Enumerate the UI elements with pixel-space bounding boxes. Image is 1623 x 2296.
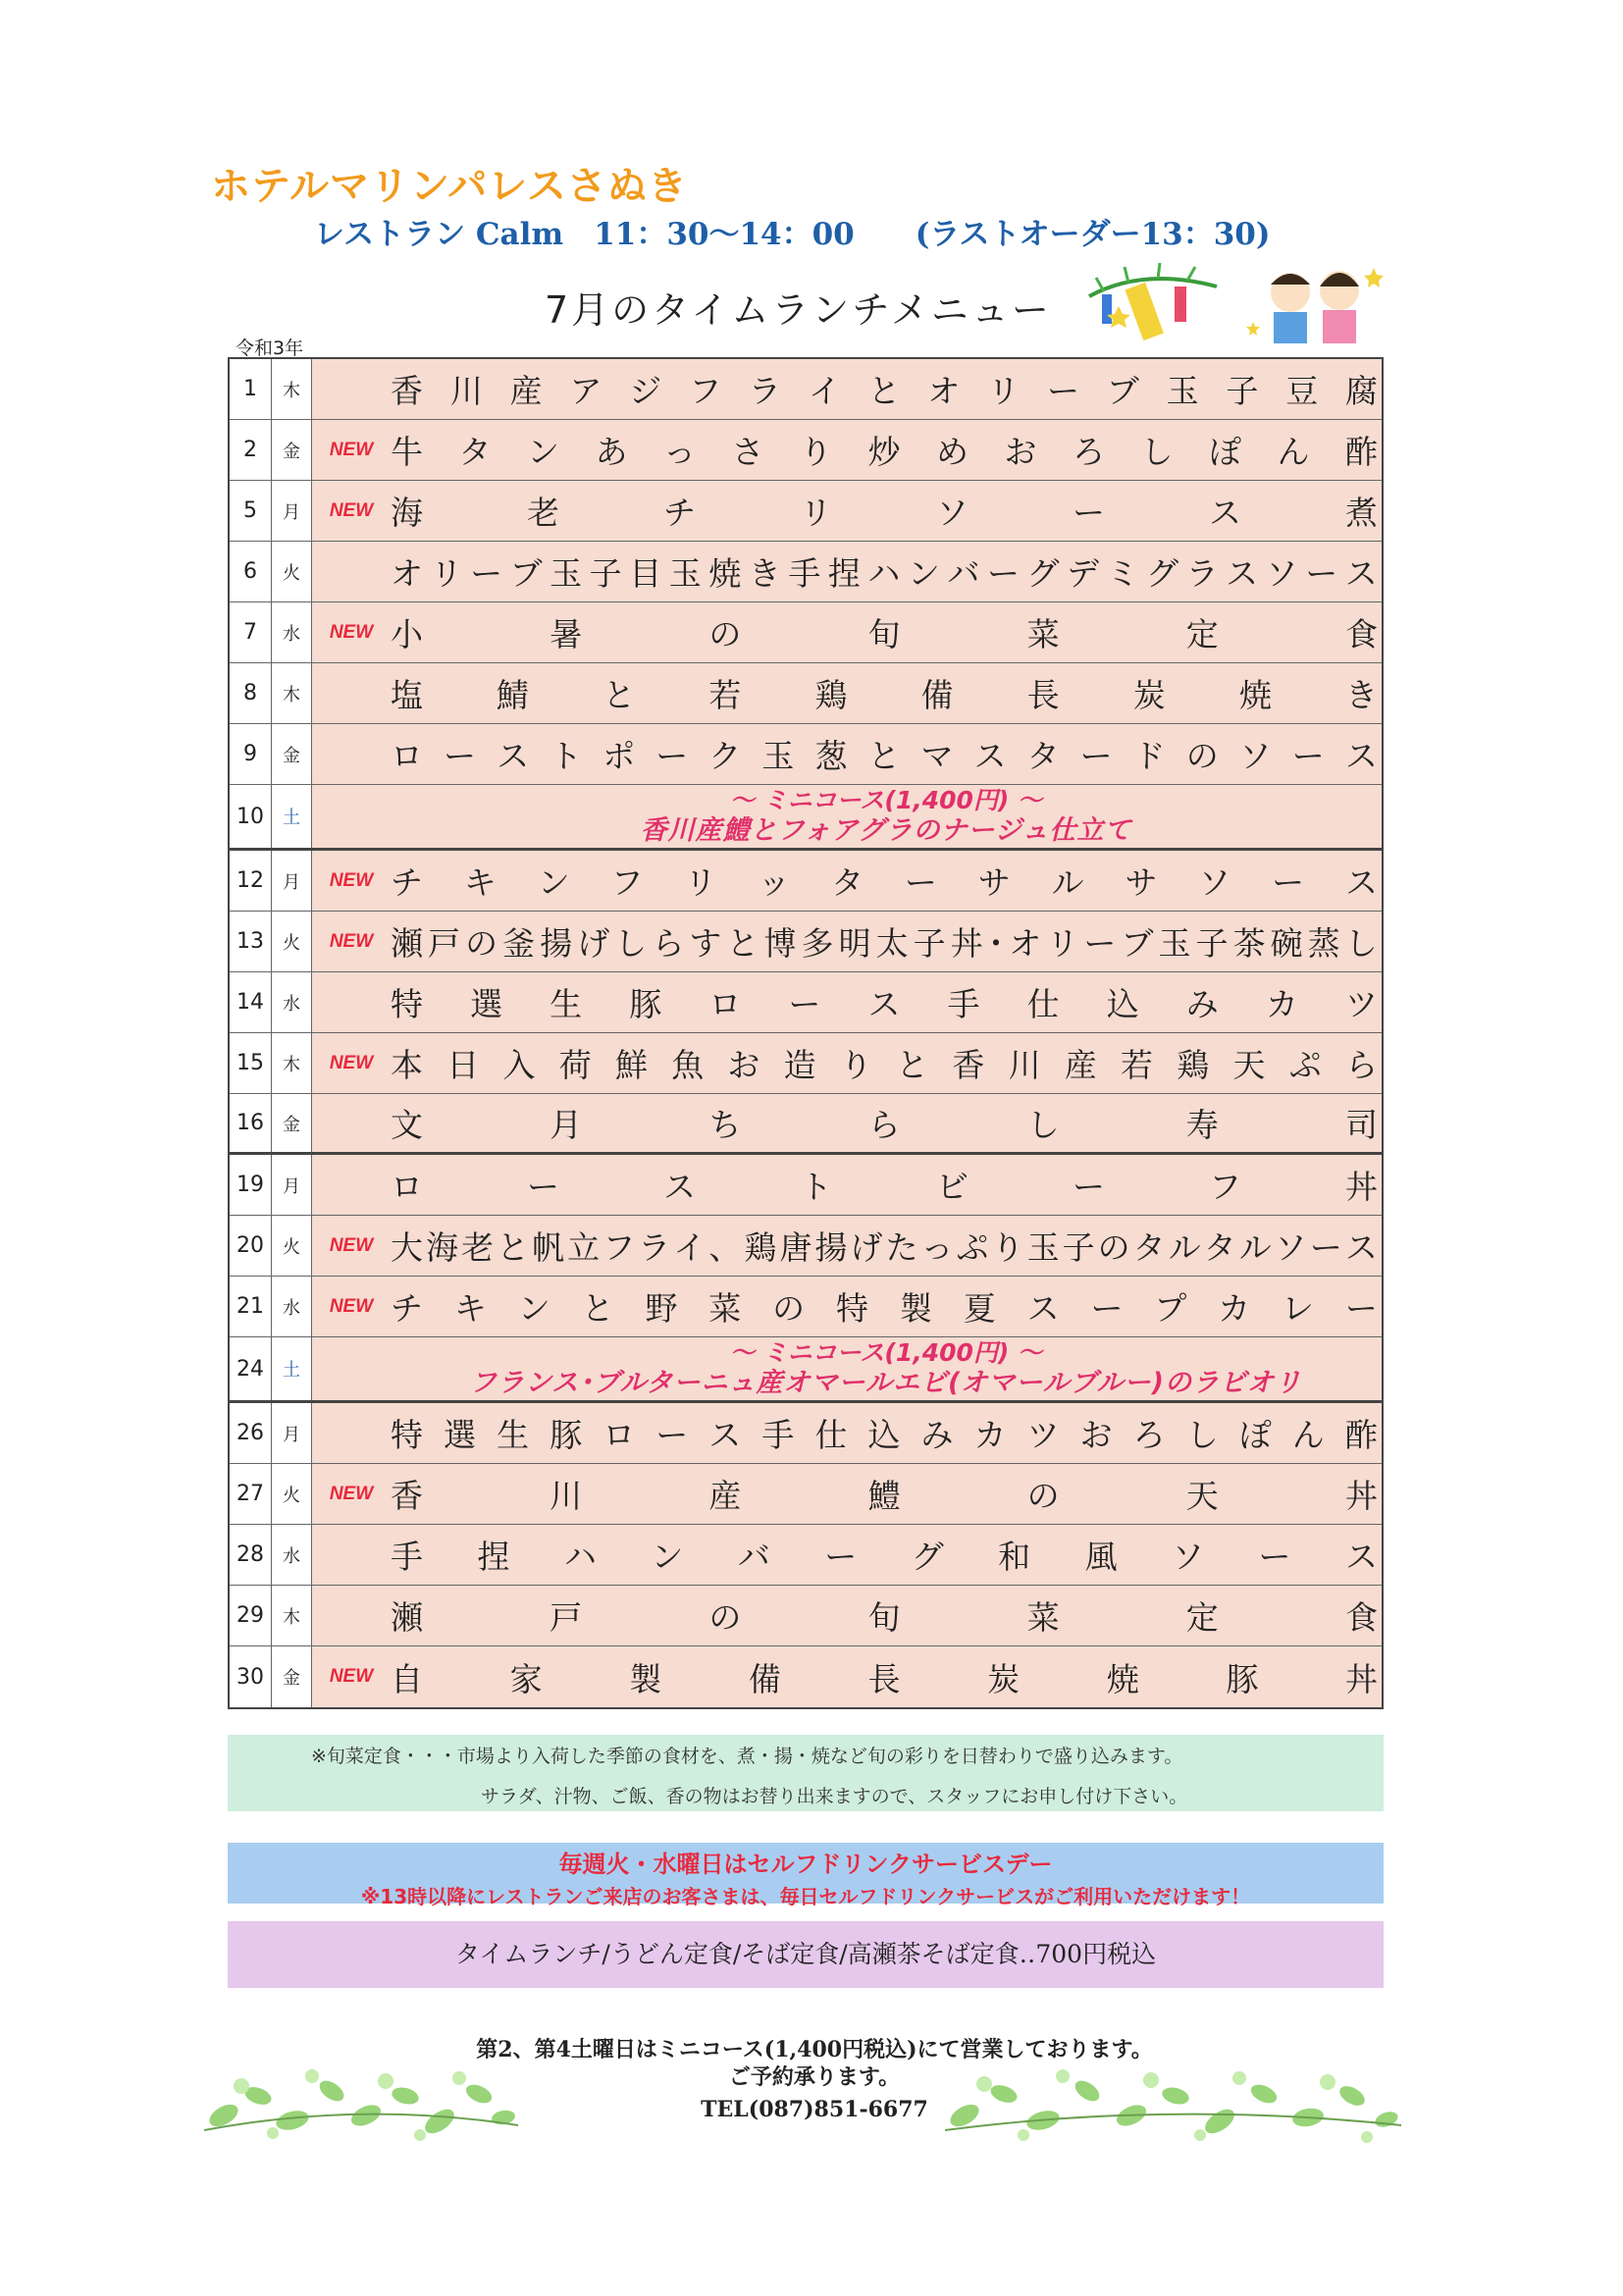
new-badge	[312, 1525, 391, 1585]
menu-dish	[391, 1216, 1382, 1276]
menu-weekday: 土	[272, 785, 312, 848]
menu-dish	[391, 1525, 1382, 1585]
new-badge: NEW	[329, 621, 374, 643]
menu-dish	[391, 1277, 1382, 1336]
menu-day: 29	[230, 1586, 272, 1645]
menu-dish-text: 海 老 チ リ ソ ー ス 煮	[391, 494, 1378, 532]
new-badge: NEW	[329, 499, 374, 521]
menu-day: 13	[230, 912, 272, 971]
menu-day: 7	[230, 602, 272, 662]
new-badge	[312, 785, 391, 848]
menu-dish-text: チ キ ン と 野 菜 の 特 製 夏 ス ー プ カ レ ー	[391, 1289, 1378, 1328]
menu-dish	[391, 912, 1382, 971]
menu-dish	[391, 602, 1382, 662]
menu-row	[230, 785, 1382, 851]
menu-dish-text: ロ ー ス ト ポ ー ク 玉 葱 と マ ス タ ー ド の ソ ー ス	[391, 737, 1378, 775]
menu-weekday: 月	[272, 481, 312, 541]
new-badge	[312, 1403, 391, 1463]
shunsai-note-line1: ※旬菜定食・・・市場より入荷した季節の食材を、煮・揚・焼など旬の彩りを日替わりで盛り込みます。	[311, 1746, 1183, 1767]
new-badge	[312, 542, 391, 601]
menu-dish	[391, 1646, 1382, 1707]
menu-dish-text: ロ ー ス ト ビ ー フ 丼	[391, 1168, 1378, 1206]
menu-row	[230, 1094, 1382, 1155]
lunch-menu-table	[228, 357, 1384, 1709]
menu-day: 12	[230, 851, 272, 911]
menu-weekday: 土	[272, 1337, 312, 1400]
menu-dish-text: 手 捏 ハ ン バ ー グ 和 風 ソ ー ス	[391, 1538, 1378, 1576]
mini-course-dish: 香川産鱧とフォアグラのナージュ仕立て	[640, 814, 1132, 846]
menu-dish-text: チ キ ン フ リ ッ タ ー サ ル サ ソ ー ス	[391, 863, 1378, 902]
menu-row	[230, 972, 1382, 1033]
menu-dish	[391, 481, 1382, 541]
new-badge: NEW	[329, 869, 374, 891]
menu-row	[230, 851, 1382, 912]
new-badge: NEW	[329, 1052, 374, 1073]
menu-day: 6	[230, 542, 272, 601]
menu-dish	[391, 1155, 1382, 1215]
menu-dish	[391, 724, 1382, 784]
menu-dish-text: 塩 鯖 と 若 鶏 備 長 炭 焼 き	[391, 676, 1378, 714]
menu-row	[230, 359, 1382, 420]
menu-weekday: 木	[272, 1586, 312, 1645]
new-badge: NEW	[329, 1234, 374, 1256]
menu-day: 1	[230, 359, 272, 419]
menu-day: 10	[230, 785, 272, 848]
menu-dish	[391, 1586, 1382, 1645]
menu-dish	[391, 1033, 1382, 1093]
menu-dish-text: 特 選 生 豚 ロ ー ス 手 仕 込 み カ ツ	[391, 985, 1378, 1023]
menu-weekday: 木	[272, 663, 312, 723]
menu-day: 30	[230, 1646, 272, 1707]
menu-weekday: 水	[272, 1277, 312, 1336]
tanabata-bamboo-icon	[1084, 257, 1222, 345]
menu-row	[230, 1155, 1382, 1216]
menu-weekday: 火	[272, 1216, 312, 1276]
menu-weekday: 金	[272, 420, 312, 480]
mini-course-label: ～ ミニコース(1,400円) ～	[729, 1338, 1043, 1368]
new-badge	[312, 1155, 391, 1215]
menu-row	[230, 1525, 1382, 1586]
menu-day: 27	[230, 1464, 272, 1524]
menu-row	[230, 602, 1382, 663]
menu-weekday: 水	[272, 972, 312, 1032]
menu-dish	[391, 359, 1382, 419]
menu-dish	[391, 1094, 1382, 1152]
shunsai-note	[228, 1735, 1384, 1811]
menu-row	[230, 724, 1382, 785]
menu-dish-text: オ リ ー ブ 玉 子 目 玉 焼 き 手 捏 ハ ン バ ー グ デ ミ グ ラ ス ソ ー ス	[391, 554, 1378, 593]
menu-weekday: 金	[272, 1094, 312, 1152]
menu-row	[230, 542, 1382, 602]
menu-dish-text: 瀬 戸 の 旬 菜 定 食	[391, 1598, 1378, 1637]
self-drink-note	[228, 1843, 1384, 1908]
footer-mini-course-note: 第2、第4土曜日はミニコース(1,400円税込)にて営業しております。	[476, 2037, 1153, 2062]
mini-course-cell	[391, 1337, 1382, 1400]
menu-row	[230, 1337, 1382, 1403]
menu-row	[230, 1586, 1382, 1646]
new-badge: NEW	[329, 1483, 374, 1504]
menu-row	[230, 1033, 1382, 1094]
menu-weekday: 金	[272, 724, 312, 784]
menu-day: 15	[230, 1033, 272, 1093]
menu-weekday: 火	[272, 912, 312, 971]
menu-dish	[391, 420, 1382, 480]
menu-weekday: 火	[272, 1464, 312, 1524]
footer	[432, 2037, 1197, 2124]
menu-row	[230, 1464, 1382, 1525]
menu-day: 26	[230, 1403, 272, 1463]
new-badge: NEW	[329, 1666, 374, 1687]
menu-day: 28	[230, 1525, 272, 1585]
new-badge: NEW	[329, 930, 374, 952]
era-label: 令和3年	[236, 338, 304, 359]
new-badge	[312, 663, 391, 723]
new-badge: NEW	[329, 1295, 374, 1317]
new-badge: NEW	[329, 439, 374, 460]
menu-weekday: 水	[272, 1525, 312, 1585]
menu-dish-text: 瀬 戸 の 釜 揚 げ し ら す と 博 多 明 太 子 丼 ･ オ リ ー ブ 玉 子 茶 碗 蒸 し	[391, 924, 1378, 963]
footer-telephone: TEL(087)851-6677	[701, 2097, 928, 2122]
menu-dish	[391, 1464, 1382, 1524]
menu-row	[230, 481, 1382, 542]
menu-row	[230, 912, 1382, 972]
menu-day: 19	[230, 1155, 272, 1215]
self-drink-title: 毎週火・水曜日はセルフドリンクサービスデー	[558, 1851, 1053, 1878]
menu-day: 2	[230, 420, 272, 480]
hikoboshi-orihime-icon	[1241, 253, 1388, 351]
menu-weekday: 水	[272, 602, 312, 662]
menu-row	[230, 663, 1382, 724]
new-badge	[312, 1094, 391, 1152]
self-drink-detail: ※13時以降にレストランご来店のお客さまは、毎日セルフドリンクサービスがご利用いただけます！	[360, 1885, 1251, 1908]
mini-course-dish: フランス･ブルターニュ産オマールエビ(オマールブルー)のラビオリ	[469, 1367, 1303, 1398]
menu-row	[230, 1403, 1382, 1464]
menu-weekday: 木	[272, 359, 312, 419]
menu-dish-text: 自 家 製 備 長 炭 焼 豚 丼	[391, 1659, 1378, 1698]
menu-day: 8	[230, 663, 272, 723]
menu-dish-text: 香 川 産 鱧 の 天 丼	[391, 1477, 1378, 1515]
menu-dish-text: 大 海 老 と 帆 立 フ ラ イ 、 鶏 唐 揚 げ た っ ぷ り 玉 子 の タ ル タ ル ソ ー ス	[391, 1228, 1378, 1267]
menu-dish	[391, 542, 1382, 601]
menu-dish	[391, 972, 1382, 1032]
new-badge	[312, 724, 391, 784]
footer-reservation-note: ご予約承ります。	[728, 2063, 901, 2090]
menu-day: 24	[230, 1337, 272, 1400]
restaurant-hours: レストラン Calm 11：30～14：00 (ラストオーダー13：30)	[314, 217, 1271, 252]
menu-day: 9	[230, 724, 272, 784]
menu-dish-text: 特 選 生 豚 ロ ー ス 手 仕 込 み カ ツ お ろ し ぽ ん 酢	[391, 1416, 1378, 1454]
menu-row	[230, 1216, 1382, 1277]
menu-day: 16	[230, 1094, 272, 1152]
menu-day: 5	[230, 481, 272, 541]
menu-weekday: 月	[272, 1155, 312, 1215]
new-badge	[312, 1337, 391, 1400]
menu-day: 21	[230, 1277, 272, 1336]
menu-dish	[391, 1403, 1382, 1463]
mini-course-label: ～ ミニコース(1,400円) ～	[729, 786, 1043, 815]
mini-course-cell	[391, 785, 1382, 848]
price-note: タイムランチ/うどん定食/そば定食/高瀬茶そば定食‥700円税込	[228, 1921, 1384, 1988]
shunsai-note-line2: サラダ、汁物、ご飯、香の物はお替り出来ますので、スタッフにお申し付け下さい。	[481, 1786, 1188, 1807]
menu-day: 14	[230, 972, 272, 1032]
menu-weekday: 月	[272, 851, 312, 911]
menu-weekday: 木	[272, 1033, 312, 1093]
new-badge	[312, 1586, 391, 1645]
menu-row	[230, 1646, 1382, 1707]
menu-row	[230, 420, 1382, 481]
menu-dish-text: 香 川 産 ア ジ フ ラ イ と オ リ ー ブ 玉 子 豆 腐	[391, 372, 1378, 410]
menu-weekday: 火	[272, 542, 312, 601]
menu-dish	[391, 663, 1382, 723]
menu-dish-text: 小 暑 の 旬 菜 定 食	[391, 615, 1378, 653]
menu-title: 7月のタイムランチメニュー	[545, 288, 1052, 332]
menu-dish-text: 文 月 ち ら し 寿 司	[391, 1106, 1378, 1144]
new-badge	[312, 359, 391, 419]
menu-weekday: 月	[272, 1403, 312, 1463]
hotel-name: ホテルマリンパレスさぬき	[211, 163, 688, 209]
menu-dish-text: 本 日 入 荷 鮮 魚 お 造 り と 香 川 産 若 鶏 天 ぷ ら	[391, 1046, 1378, 1084]
menu-weekday: 金	[272, 1646, 312, 1707]
menu-row	[230, 1277, 1382, 1337]
menu-day: 20	[230, 1216, 272, 1276]
menu-dish-text: 牛 タ ン あ っ さ り 炒 め お ろ し ぽ ん 酢	[391, 433, 1378, 471]
menu-dish	[391, 851, 1382, 911]
new-badge	[312, 972, 391, 1032]
